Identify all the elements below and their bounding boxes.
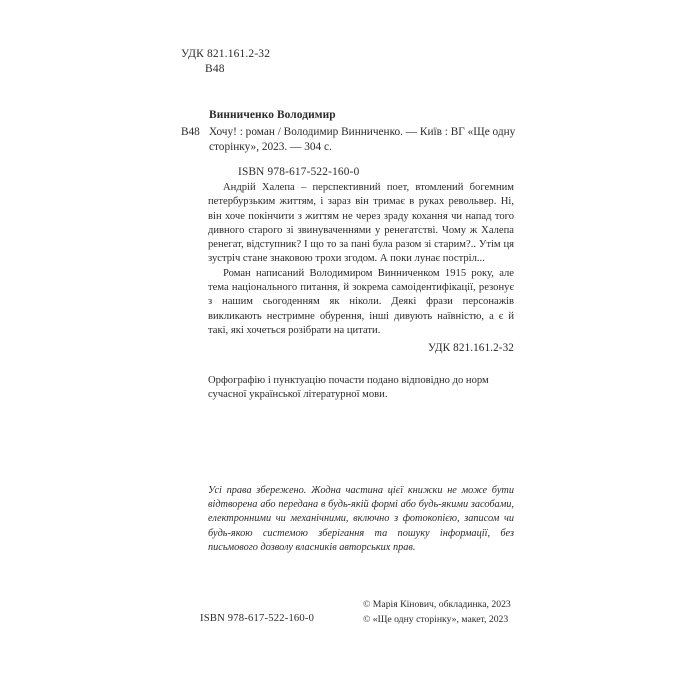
annotation-paragraph-2: Роман написаний Володимиром Винниченком 1915 року, але тема національного питання, й зокрема самоідентифікації, резонує з нашим сьогоденням як ніколи. Деякі фрази персонажів викликають нестримне обурення, інші дивують наївністю, а є й такі, які хочеться розібрати на цитати. [208,267,514,336]
annotation-paragraph-1: Андрій Халепа – перспективний поет, втомлений богемним петербурзьким життям, і зараз він тримає в руках револьвер. Ні, він хоче покінчити з життям не через зраду кохання чи напад того дивного старого зі звинуваченнями у ренегатстві. Чому ж Халепа ренегат, відступник? І що то за пані була разом зі старим?.. Утім ця зустріч стане знаковою трохи згодом. А поки лунає постріл... [208,182,514,265]
biblio-entry [181,125,521,154]
footer-isbn: ISBN 978-617-522-160-0 [200,613,315,624]
copyright-line: © Марія Кінович, обкладинка, 2023 [363,599,511,610]
udc-code: УДК 821.161.2-32 [181,48,271,60]
author-name: Винниченко Володимир [209,109,336,121]
annotation-udc-code: УДК 821.161.2-32 [428,342,514,355]
udc-block [181,47,270,77]
page-footer [0,598,700,638]
annotation-block [208,181,514,356]
biblio-description-text: Хочу! : роман / Володимир Винниченко. — Київ : ВГ «Ще одну сторінку», 2023. — 304 с. [209,126,516,153]
copyright-line: © «Ще одну сторінку», макет, 2023 [363,613,509,625]
orthography-note: Орфографію і пунктуацію почасти подано відповідно до норм сучасної української літературної мови. [208,375,489,401]
udc-siglum: В48 [205,63,225,75]
rights-reserved-note: Усі права збережено. Жодна частина цієї книжки не може бути відтворена або передана в будь-якій формі або будь-якими засобами, електронними чи механічними, включно з фотокопією, записом чи будь-якою системою зберігання та пошуку інформації, без письмового дозволу власників авторських прав. [208,485,514,553]
copyright-list [363,598,511,627]
biblio-isbn: ISBN 978-617-522-160-0 [238,166,360,179]
bibliographic-description [181,108,521,180]
biblio-siglum: В48 [181,126,200,139]
